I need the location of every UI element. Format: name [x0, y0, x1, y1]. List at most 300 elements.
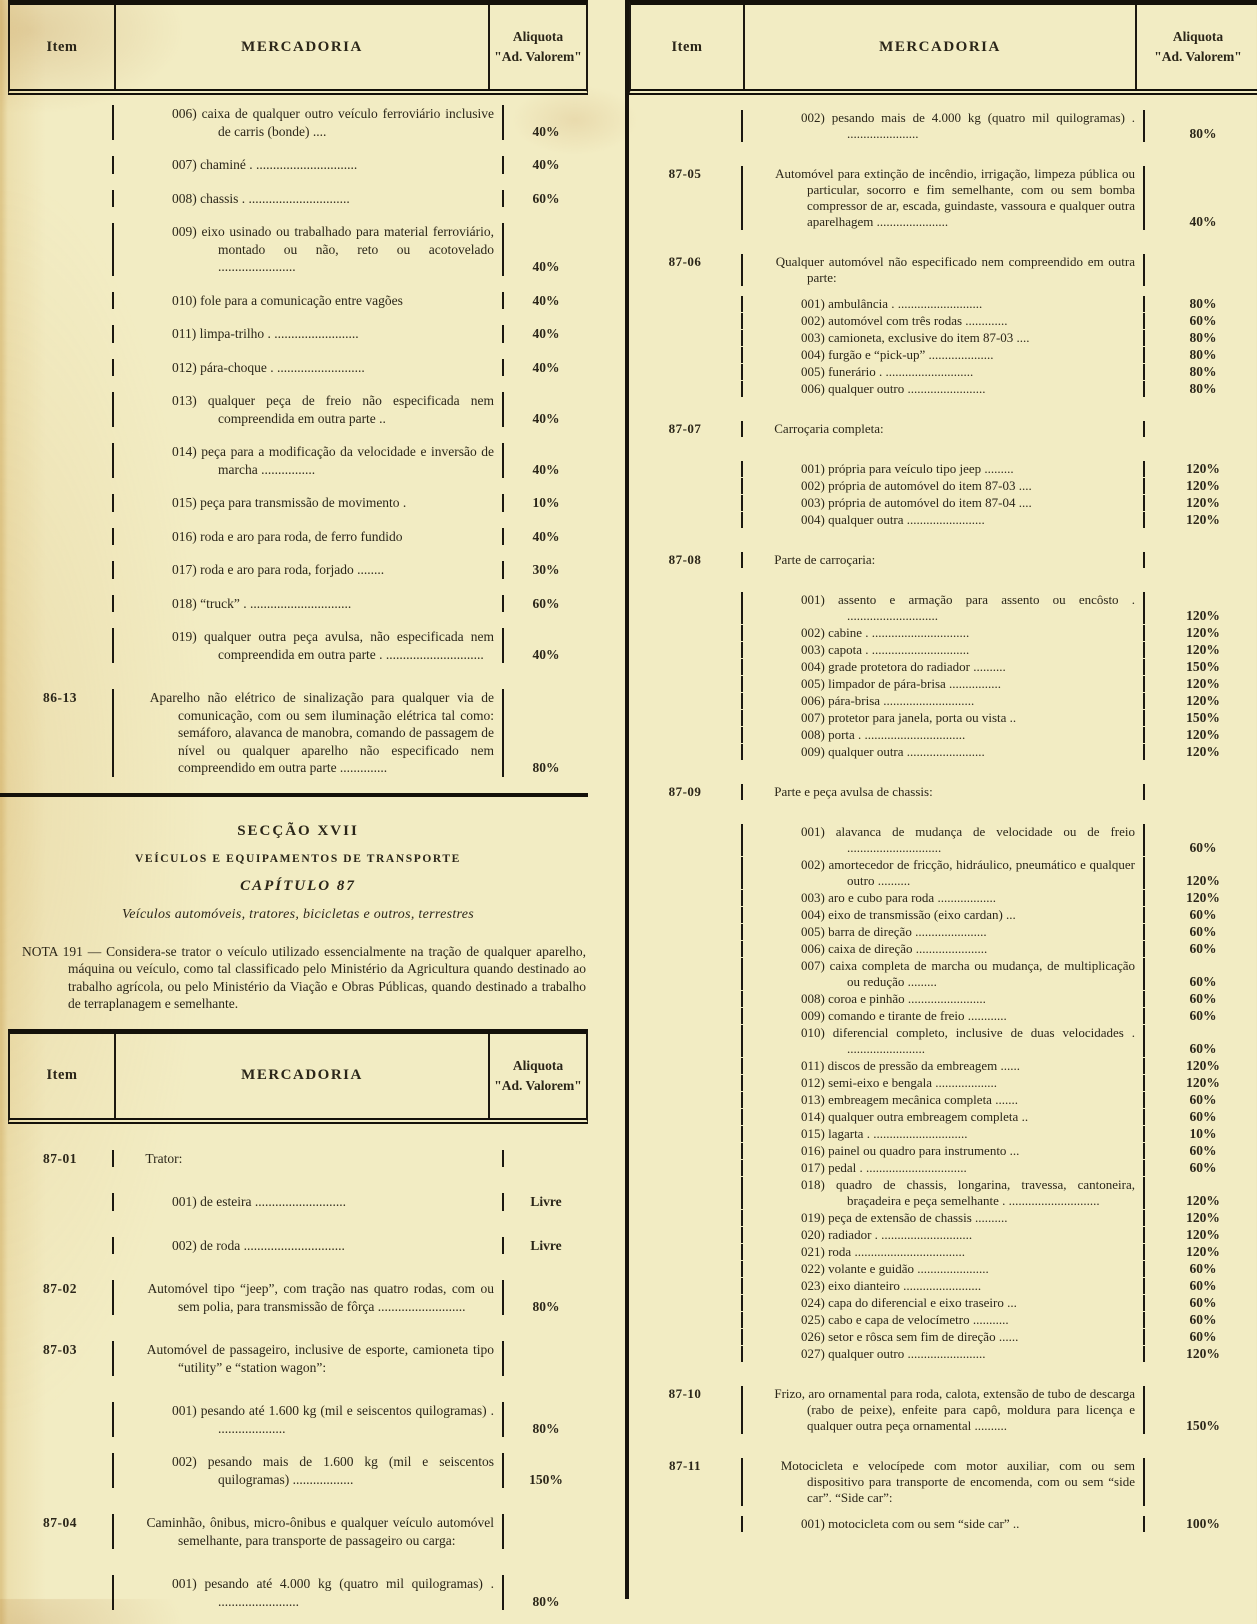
mercadoria-cell [112, 1402, 504, 1437]
aliquota-value: 120% [1145, 1075, 1257, 1091]
aliquota-value: 120% [1145, 495, 1257, 511]
mercadoria-cell [741, 659, 1145, 675]
chapter-heading: CAPÍTULO 87 [14, 878, 582, 895]
mercadoria-text: qualquer outra ........................ [828, 512, 985, 527]
item-code: 87-08 [629, 552, 741, 568]
subitem-number: 017) [172, 562, 200, 577]
table-row [629, 659, 1257, 675]
subitem-number: 018) [172, 596, 200, 611]
item-code [629, 958, 741, 990]
mercadoria-cell [741, 1244, 1145, 1260]
item-code [8, 443, 112, 478]
item-code [8, 561, 112, 579]
mercadoria-cell [741, 1058, 1145, 1074]
subitem-number: 002) [801, 313, 828, 328]
column-header-mercadoria: MERCADORIA [743, 5, 1137, 89]
table-row [629, 727, 1257, 743]
tariff-table-right [629, 0, 1257, 1546]
table-row [629, 381, 1257, 397]
item-code [629, 1143, 741, 1159]
item-code: 87-06 [629, 254, 741, 286]
aliquota-value: 120% [1145, 890, 1257, 906]
table-row [8, 325, 588, 343]
mercadoria-text: qualquer outro ........................ [828, 1346, 985, 1361]
subitem-number: 015) [801, 1126, 828, 1141]
item-code [8, 595, 112, 613]
aliquota-value: 120% [1145, 676, 1257, 692]
mercadoria-cell [112, 494, 504, 512]
mercadoria-text: peça para a modificação da velocidade e inversão de marcha ................ [201, 444, 494, 477]
mercadoria-cell [112, 1453, 504, 1488]
aliquota-value: 40% [504, 325, 588, 343]
mercadoria-cell [741, 1177, 1145, 1209]
table-row [629, 1025, 1257, 1057]
mercadoria-text: qualquer outra peça avulsa, não especificada nem compreendida em outra parte . ............................. [204, 629, 494, 662]
table-row [8, 392, 588, 427]
mercadoria-cell [741, 1458, 1145, 1506]
mercadoria-text: Aparelho não elétrico de sinalização para qualquer via de comunicação, com ou sem iluminação elétrica tal como: semáforo, alavanca de manobra, comando de passagem de nível ou qualquer aparelho não especificado nem compreendido em outra parte .............. [150, 690, 494, 775]
item-code [629, 890, 741, 906]
mercadoria-text: Motocicleta e velocípede com motor auxiliar, com ou sem dispositivo para transporte de encomenda, com ou sem “side car”. “Side car”: [781, 1458, 1135, 1505]
item-code [629, 1058, 741, 1074]
item-code [629, 659, 741, 675]
table-row [629, 1210, 1257, 1226]
table-row [8, 1514, 588, 1549]
subitem-number: 002) [172, 1238, 200, 1253]
section-heading-block [8, 797, 588, 929]
mercadoria-cell [741, 1126, 1145, 1142]
mercadoria-text: qualquer peça de freio não especificada nem compreendida em outra parte .. [208, 393, 494, 426]
mercadoria-cell [741, 824, 1145, 856]
item-code [629, 710, 741, 726]
mercadoria-cell [112, 528, 504, 546]
table-row [629, 478, 1257, 494]
item-code [629, 478, 741, 494]
mercadoria-text: chaminé . .............................. [200, 157, 357, 172]
mercadoria-cell [741, 478, 1145, 494]
table-row [629, 1312, 1257, 1328]
aliquota-value: 120% [1145, 1244, 1257, 1260]
subitem-number: 014) [801, 1109, 828, 1124]
subitem-number: 007) [172, 157, 200, 172]
item-code [629, 313, 741, 329]
subitem-number: 020) [801, 1227, 828, 1242]
rows-container [629, 110, 1257, 1546]
table-row [629, 1058, 1257, 1074]
mercadoria-text: própria de automóvel do item 87-04 .... [828, 495, 1032, 510]
mercadoria-cell [112, 1514, 504, 1549]
item-code [629, 1126, 741, 1142]
nota-paragraph: NOTA 191 — Considera-se trator o veículo utilizado essencialmente na tração de qualquer aparelho, máquina ou veículo, como tal classificado pelo Ministério da Agricultura quando destinado ao trabalho agrícola, ou pelo Ministério da Viação e Obras Públicas, quando destinado a trabalho de terraplanagem e semelhante. [22, 943, 586, 1013]
mercadoria-cell [112, 190, 504, 208]
item-code [8, 1237, 112, 1255]
table-row [629, 166, 1257, 230]
table-row [629, 676, 1257, 692]
aliquota-value: 40% [504, 410, 588, 428]
table-row [8, 689, 588, 777]
mercadoria-cell [741, 461, 1145, 477]
item-code [629, 364, 741, 380]
aliquota-value: 120% [1145, 693, 1257, 709]
table-row [8, 156, 588, 174]
aliquota-value: 80% [504, 1298, 588, 1316]
aliquota-value: 60% [1145, 1143, 1257, 1159]
aliquota-value: 150% [1145, 659, 1257, 675]
subitem-number: 006) [801, 693, 828, 708]
tariff-table-upper [8, 0, 588, 797]
table-row [629, 1278, 1257, 1294]
mercadoria-cell [112, 156, 504, 174]
item-code [629, 642, 741, 658]
item-code: 86-13 [8, 689, 112, 777]
item-code: 87-04 [8, 1514, 112, 1549]
aliquota-value: 60% [1145, 941, 1257, 957]
subitem-number: 019) [172, 629, 204, 644]
mercadoria-text: caixa de direção ...................... [828, 941, 987, 956]
mercadoria-cell [112, 628, 504, 663]
aliquota-value: 60% [1145, 1008, 1257, 1024]
table-row [629, 512, 1257, 528]
aliquota-value: 80% [504, 1420, 588, 1438]
mercadoria-cell [741, 642, 1145, 658]
table-row [629, 907, 1257, 923]
mercadoria-cell [741, 1346, 1145, 1362]
item-code [629, 1346, 741, 1362]
subitem-number: 004) [801, 659, 828, 674]
aliquota-value: 40% [504, 156, 588, 174]
subitem-number: 011) [172, 326, 200, 341]
subitem-number: 002) [801, 478, 828, 493]
mercadoria-cell [741, 495, 1145, 511]
mercadoria-cell [112, 1575, 504, 1610]
mercadoria-text: furgão e “pick-up” .................... [828, 347, 993, 362]
aliquota-value: 60% [504, 190, 588, 208]
subitem-number: 013) [801, 1092, 828, 1107]
subitem-number: 012) [172, 360, 200, 375]
mercadoria-cell [741, 552, 1145, 568]
mercadoria-cell [112, 689, 504, 777]
subitem-number: 013) [172, 393, 208, 408]
aliquota-value: 120% [1145, 625, 1257, 641]
mercadoria-text: de roda .............................. [200, 1238, 345, 1253]
mercadoria-cell [741, 710, 1145, 726]
item-code [8, 1453, 112, 1488]
mercadoria-text: Parte de carroçaria: [774, 552, 875, 567]
subitem-number: 010) [172, 293, 200, 308]
item-code [629, 1227, 741, 1243]
mercadoria-text: eixo usinado ou trabalhado para material ferroviário, montado ou não, reto ou acotovelado ....................... [201, 224, 494, 274]
mercadoria-text: radiador . ............................ [828, 1227, 972, 1242]
aliquota-value: 60% [1145, 991, 1257, 1007]
mercadoria-cell [741, 744, 1145, 760]
subitem-number: 015) [172, 495, 200, 510]
mercadoria-cell [741, 1295, 1145, 1311]
aliquota-value: 60% [1145, 313, 1257, 329]
aliquota-value: 40% [1145, 214, 1257, 230]
chapter-subtitle: Veículos automóveis, tratores, bicicletas e outros, terrestres [14, 907, 582, 923]
mercadoria-text: amortecedor de fricção, hidráulico, pneumático e qualquer outro .......... [829, 857, 1135, 888]
table-row [629, 592, 1257, 624]
item-code [8, 392, 112, 427]
mercadoria-cell [741, 1092, 1145, 1108]
item-code [629, 693, 741, 709]
aliquota-value: Livre [504, 1237, 588, 1255]
table-row [629, 110, 1257, 142]
column-header-aliquota [490, 27, 586, 67]
subitem-number: 019) [801, 1210, 828, 1225]
aliquota-value: 60% [1145, 840, 1257, 856]
item-code [629, 924, 741, 940]
mercadoria-text: automóvel com três rodas ............. [828, 313, 1007, 328]
subitem-number: 002) [172, 1454, 208, 1469]
mercadoria-text: caixa completa de marcha ou mudança, de multiplicação ou redução ......... [830, 958, 1135, 989]
item-code [8, 156, 112, 174]
item-code [629, 1008, 741, 1024]
table-row [629, 1008, 1257, 1024]
subitem-number: 001) [172, 1403, 201, 1418]
item-code [8, 1402, 112, 1437]
aliquota-value: 120% [1145, 1058, 1257, 1074]
mercadoria-cell [112, 443, 504, 478]
subitem-number: 023) [801, 1278, 828, 1293]
table-row [629, 1092, 1257, 1108]
mercadoria-cell [741, 364, 1145, 380]
mercadoria-cell [112, 1150, 504, 1168]
aliquota-value: 120% [1145, 1346, 1257, 1362]
column-header-item: Item [631, 39, 743, 56]
item-code [629, 110, 741, 142]
mercadoria-text: pedal . ............................... [828, 1160, 967, 1175]
table-header [8, 0, 588, 95]
table-body [8, 1150, 588, 1624]
table-row [629, 296, 1257, 312]
item-code [629, 1295, 741, 1311]
table-row [629, 421, 1257, 437]
table-row [8, 528, 588, 546]
item-code [8, 1575, 112, 1610]
mercadoria-cell [741, 1312, 1145, 1328]
aliquota-value: 30% [504, 561, 588, 579]
table-row [8, 1193, 588, 1211]
item-code: 87-11 [629, 1458, 741, 1506]
mercadoria-cell [741, 347, 1145, 363]
item-code [629, 1329, 741, 1345]
mercadoria-cell [741, 890, 1145, 906]
mercadoria-cell [741, 958, 1145, 990]
subitem-number: 003) [801, 495, 828, 510]
subitem-number: 006) [801, 381, 828, 396]
table-row [8, 494, 588, 512]
aliquota-value: 80% [504, 1593, 588, 1611]
aliquota-value: 60% [1145, 1329, 1257, 1345]
mercadoria-text: limpador de pára-brisa ................ [828, 676, 1001, 691]
aliquota-value: 80% [1145, 347, 1257, 363]
mercadoria-cell [741, 1008, 1145, 1024]
subitem-number: 001) [801, 824, 836, 839]
rows-container [8, 1150, 588, 1624]
mercadoria-text: comando e tirante de freio ............ [828, 1008, 1007, 1023]
subitem-number: 006) [801, 941, 828, 956]
subitem-number: 009) [801, 744, 828, 759]
table-row [8, 1575, 588, 1610]
right-column [625, 0, 1257, 1599]
table-row [629, 1244, 1257, 1260]
table-row [629, 857, 1257, 889]
table-row [629, 924, 1257, 940]
mercadoria-text: semi-eixo e bengala ................... [828, 1075, 997, 1090]
subitem-number: 016) [801, 1143, 828, 1158]
aliquota-value: 40% [504, 359, 588, 377]
aliquota-value: 40% [504, 528, 588, 546]
subitem-number: 022) [801, 1261, 828, 1276]
mercadoria-text: volante e guidão ...................... [828, 1261, 989, 1276]
aliquota-value: 10% [504, 494, 588, 512]
item-code [629, 1075, 741, 1091]
mercadoria-cell [741, 1075, 1145, 1091]
subitem-number: 018) [801, 1177, 836, 1192]
mercadoria-text: Frizo, aro ornamental para roda, calota, extensão de tubo de descarga (rabo de peixe), enfeite para capô, moldura para licença e qualquer outra peça ornamental .......... [774, 1386, 1135, 1433]
item-code [629, 857, 741, 889]
subitem-number: 012) [801, 1075, 828, 1090]
mercadoria-text: fole para a comunicação entre vagões [200, 293, 403, 308]
mercadoria-text: pesando mais de 4.000 kg (quatro mil quilogramas) . ...................... [832, 110, 1135, 141]
item-code [629, 330, 741, 346]
aliquota-value: 120% [1145, 512, 1257, 528]
table-row [629, 364, 1257, 380]
table-row [629, 991, 1257, 1007]
mercadoria-cell [112, 1237, 504, 1255]
mercadoria-text: lagarta . ............................. [828, 1126, 967, 1141]
mercadoria-cell [112, 392, 504, 427]
item-code [629, 1109, 741, 1125]
aliquota-value: 120% [1145, 744, 1257, 760]
item-code [629, 381, 741, 397]
mercadoria-cell [741, 313, 1145, 329]
subitem-number: 004) [801, 347, 828, 362]
aliquota-value: 40% [504, 258, 588, 276]
table-row [629, 552, 1257, 568]
table-row [8, 1150, 588, 1168]
item-code [8, 1193, 112, 1211]
item-code [8, 628, 112, 663]
mercadoria-text: roda .................................. [828, 1244, 965, 1259]
item-code [629, 461, 741, 477]
table-row [629, 710, 1257, 726]
mercadoria-text: própria de automóvel do item 87-03 .... [828, 478, 1032, 493]
aliquota-header-line1: Aliquota [490, 27, 586, 47]
aliquota-value: 150% [504, 1471, 588, 1489]
mercadoria-text: capa do diferencial e eixo traseiro ... [828, 1295, 1017, 1310]
item-code [629, 347, 741, 363]
table-row [8, 595, 588, 613]
subitem-number: 027) [801, 1346, 828, 1361]
subitem-number: 001) [801, 296, 828, 311]
aliquota-value: 60% [1145, 1041, 1257, 1057]
subitem-number: 009) [801, 1008, 828, 1023]
aliquota-value: 40% [504, 461, 588, 479]
mercadoria-text: grade protetora do radiador .......... [828, 659, 1006, 674]
mercadoria-cell [741, 296, 1145, 312]
mercadoria-cell [741, 421, 1145, 437]
table-row [629, 1143, 1257, 1159]
table-row [629, 1160, 1257, 1176]
item-code [629, 1092, 741, 1108]
item-code [629, 1261, 741, 1277]
mercadoria-cell [741, 512, 1145, 528]
mercadoria-text: eixo de transmissão (eixo cardan) ... [828, 907, 1016, 922]
mercadoria-cell [741, 1143, 1145, 1159]
table-row [8, 223, 588, 276]
column-header-mercadoria: MERCADORIA [114, 5, 490, 89]
item-code: 87-07 [629, 421, 741, 437]
table-header [629, 0, 1257, 95]
aliquota-value: 60% [1145, 1092, 1257, 1108]
aliquota-value: 60% [1145, 1109, 1257, 1125]
section-title: SECÇÃO XVII [14, 823, 582, 840]
mercadoria-text: pesando até 4.000 kg (quatro mil quilogramas) . ........................ [204, 1576, 494, 1609]
table-row [629, 693, 1257, 709]
column-header-aliquota [490, 1056, 586, 1096]
aliquota-value: 60% [1145, 1261, 1257, 1277]
aliquota-value: 10% [1145, 1126, 1257, 1142]
mercadoria-text: diferencial completo, inclusive de duas velocidades . ........................ [833, 1025, 1135, 1056]
mercadoria-cell [741, 592, 1145, 624]
mercadoria-cell [741, 676, 1145, 692]
table-row [629, 1295, 1257, 1311]
table-row [629, 625, 1257, 641]
mercadoria-cell [112, 1280, 504, 1315]
mercadoria-text: pára-choque . .......................... [200, 360, 365, 375]
item-code [8, 359, 112, 377]
subitem-number: 002) [801, 110, 832, 125]
aliquota-value: 150% [1145, 1418, 1257, 1434]
item-code: 87-01 [8, 1150, 112, 1168]
table-row [8, 1453, 588, 1488]
item-code [629, 1244, 741, 1260]
item-code [629, 625, 741, 641]
table-row [629, 1329, 1257, 1345]
subitem-number: 004) [801, 512, 828, 527]
item-code [629, 1025, 741, 1057]
item-code [629, 991, 741, 1007]
item-code [629, 1210, 741, 1226]
mercadoria-cell [741, 1227, 1145, 1243]
section-category: VEÍCULOS E EQUIPAMENTOS DE TRANSPORTE [14, 853, 582, 865]
mercadoria-cell [741, 924, 1145, 940]
column-header-item: Item [10, 1067, 114, 1084]
mercadoria-cell [741, 1160, 1145, 1176]
left-column [8, 0, 588, 1624]
subitem-number: 007) [801, 958, 830, 973]
item-code [629, 727, 741, 743]
subitem-number: 006) [172, 106, 202, 121]
column-header-mercadoria: MERCADORIA [114, 1034, 490, 1118]
aliquota-value: 120% [1145, 1210, 1257, 1226]
mercadoria-text: setor e rôsca sem fim de direção ...... [828, 1329, 1018, 1344]
table-row [629, 824, 1257, 856]
subitem-number: 005) [801, 924, 828, 939]
column-header-item: Item [10, 39, 114, 56]
aliquota-value: 120% [1145, 873, 1257, 889]
aliquota-header-line2: "Ad. Valorem" [1137, 47, 1257, 67]
mercadoria-text: alavanca de mudança de velocidade ou de freio ............................. [836, 824, 1135, 855]
item-code: 87-03 [8, 1341, 112, 1376]
aliquota-header-line1: Aliquota [1137, 27, 1257, 47]
mercadoria-text: discos de pressão da embreagem ...... [828, 1058, 1020, 1073]
aliquota-value: 120% [1145, 727, 1257, 743]
item-code: 87-05 [629, 166, 741, 230]
table-row [629, 642, 1257, 658]
